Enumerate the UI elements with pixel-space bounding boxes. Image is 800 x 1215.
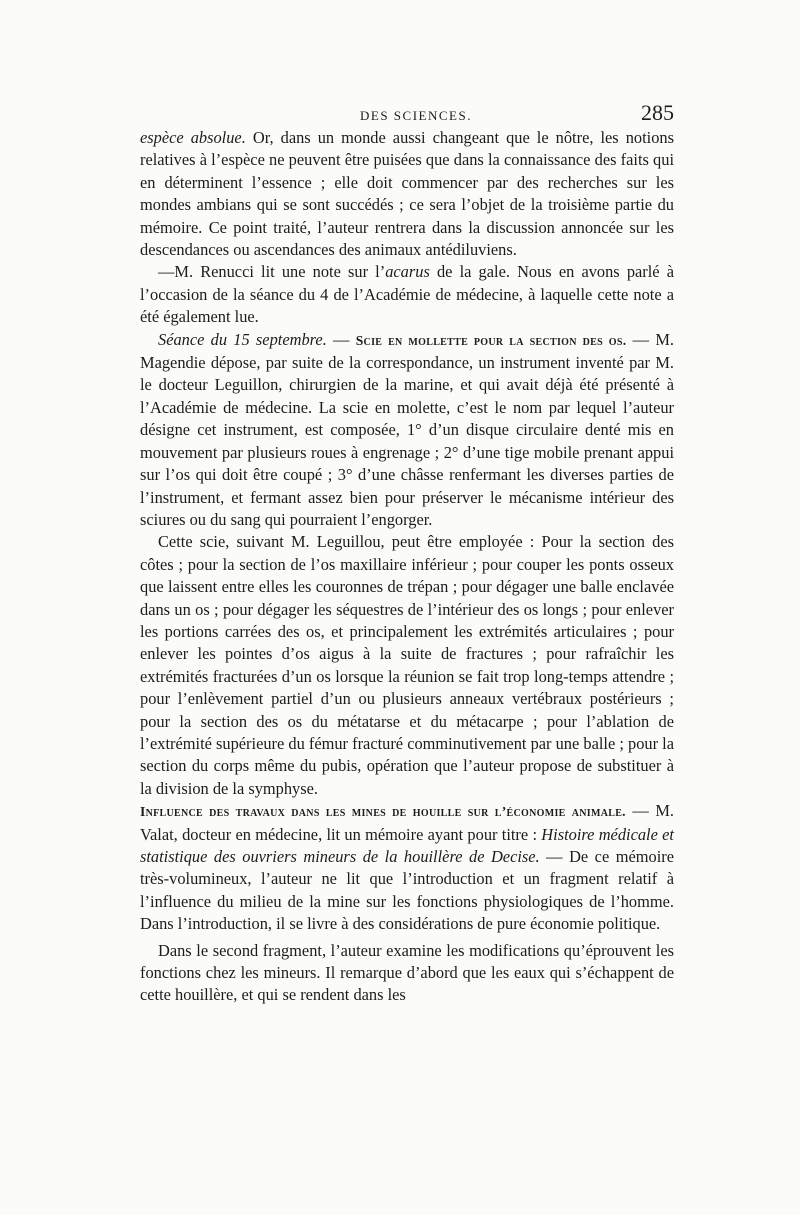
running-title: DES SCIENCES. bbox=[360, 108, 472, 123]
paragraph-6-text: Dans le second fragment, l’auteur examine les modifications qu’éprouvent les fonctions chez les mineurs. Il remarque d’abord que les eaux qui s’échappent de cette houillère, et qui se rendent dans les bbox=[140, 940, 674, 1005]
paragraph-4 bbox=[140, 531, 674, 800]
paragraph-4-text: Cette scie, suivant M. Leguillou, peut être employée : Pour la section des côtes ; pour la section de l’os maxillaire inférieur ; pour couper les ponts osseux que laissent entre elles les couronnes de trépan ; pour dégager une balle enclavée dans un os ; pour dégager les séquestres de l’intérieur des os longs ; pour enlever les portions carrées des os, et principalement les extrémités articulaires ; pour enlever les pointes d’os aigus à la suite de fractures ; pour rafraîchir les extrémités fracturées d’un os lorsque la réunion se fait trop long-temps attendre ; pour l’enlèvement partiel d’un ou plusieurs anneaux vertébraux postérieurs ; pour la section des os du métatarse et du métacarpe ; pour l’ablation de l’extrémité supérieure du fémur fracturé comminutivement par une balle ; pour la section du corps même du pubis, opération que l’auteur propose de substituer à la division de la symphyse. bbox=[140, 532, 674, 798]
paragraph-2-italic: acarus bbox=[385, 262, 430, 282]
paragraph-1-text: Or, dans un monde aussi changeant que le nôtre, les notions relatives à l’espèce ne peuvent être puisées que dans la connaissance des faits qui en déterminent l’essence ; elle doit commencer par des recherches sur les mondes ambians qui se sont succédés ; ce sera l’objet de la troisième partie du mémoire. Ce point traité, l’auteur rentrera dans la discussion annoncée sur les descendances ou ascendances des animaux antédiluviens. bbox=[140, 128, 674, 260]
paragraph-3-text: — M. Magendie dépose, par suite de la correspondance, un instrument inventé par M. le docteur Leguillon, chirurgien de la marine, et qui avait déjà été présenté à l’Académie de médecine. La scie en molette, c’est le nom par lequel l’auteur désigne cet instrument, est composée, 1° d’un disque circulaire denté mis en mouvement par plusieurs roues à engrenage ; 2° d’une tige mobile prenant appui sur l’os qui doit être coupé ; 3° d’une châsse renfermant les diverses parties de l’instrument, et fermant assez bien pour préserver le mécanisme intérieur des sciures ou du sang qui pourraient l’engorger. bbox=[140, 329, 674, 529]
paragraph-5-heading: Influence des travaux dans les mines de houille sur l’économie animale. bbox=[140, 804, 626, 820]
paragraph-2 bbox=[140, 261, 674, 328]
paragraph-3 bbox=[140, 329, 674, 532]
paragraph-5-text-after: — De ce mémoire très-volumineux, l’auteur ne lit que l’introduction et un fragment relatif à l’influence du milieu de la mine sur les fonctions physiologiques de l’homme. Dans l’introduction, il se livre à des considérations de pure économie politique. bbox=[140, 847, 674, 934]
paragraph-1 bbox=[140, 127, 674, 261]
paragraph-2-text-after: de la gale. Nous en avons parlé à l’occasion de la séance du 4 de l’Académie de médecine, à laquelle cette note a été également lue. bbox=[140, 262, 674, 327]
paragraph-5-text-before: — M. Valat, docteur en médecine, lit un mémoire ayant pour titre : bbox=[140, 801, 674, 844]
paragraph-3-heading: Scie en mollette pour la section des os. bbox=[355, 332, 627, 348]
body-text bbox=[140, 127, 674, 1007]
paragraph-1-lead: espèce absolue. bbox=[140, 128, 246, 147]
paragraph-6 bbox=[140, 940, 674, 1007]
paragraph-2-text-before: —M. Renucci lit une note sur l’ bbox=[158, 262, 386, 282]
page-header bbox=[140, 100, 674, 130]
paragraph-5-italic: Histoire médicale et statistique des ouvriers mineurs de la houillère de Decise. bbox=[140, 824, 674, 866]
page-number: 285 bbox=[641, 100, 674, 125]
paragraph-3-dash: — bbox=[326, 329, 356, 349]
paragraph-5 bbox=[140, 800, 674, 935]
paragraph-3-lead: Séance du 15 septembre. bbox=[158, 329, 327, 349]
